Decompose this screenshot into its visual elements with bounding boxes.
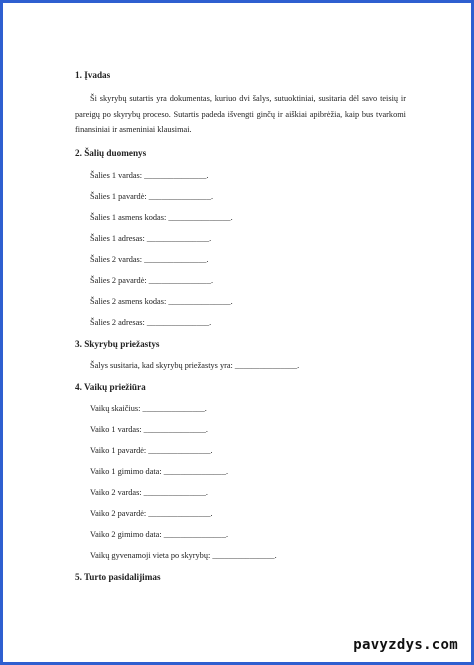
field-child2-last-name: Vaiko 2 pavardė: _______________. (90, 508, 213, 518)
field-divorce-reasons: Šalys susitaria, kad skyrybų priežastys yra: _______________. (90, 360, 300, 370)
field-children-residence: Vaikų gyvenamoji vieta po skyrybų: _______________. (90, 550, 277, 560)
field-children-count: Vaikų skaičius: _______________. (90, 403, 207, 413)
section-heading-intro: 1. Įvadas (75, 70, 111, 80)
intro-paragraph: Ši skyrybų sutartis yra dokumentas, kuriuo dvi šalys, sutuoktiniai, susitaria dėl savo teisių ir pareigų po skyrybų proceso. Sutartis padeda išvengti ginčų ir aiškiai apibrėžia, kaip bus tvarkomi finansiniai ir asmeniniai klausimai. (75, 94, 406, 134)
field-party1-first-name: Šalies 1 vardas: _______________. (90, 170, 209, 180)
field-child2-birth-date: Vaiko 2 gimimo data: _______________. (90, 529, 229, 539)
section-heading-child-care: 4. Vaikų priežiūra (75, 381, 146, 392)
field-child1-birth-date: Vaiko 1 gimimo data: _______________. (90, 466, 229, 476)
section-heading-parties: 2. Šalių duomenys (75, 147, 147, 158)
field-child1-first-name: Vaiko 1 vardas: _______________. (90, 424, 208, 434)
field-party1-last-name: Šalies 1 pavardė: _______________. (90, 191, 214, 201)
field-party2-address: Šalies 2 adresas: _______________. (90, 317, 212, 327)
document-body (75, 70, 406, 582)
field-child1-last-name: Vaiko 1 pavardė: _______________. (90, 445, 213, 455)
site-watermark: pavyzdys.com (346, 634, 465, 656)
field-party2-first-name: Šalies 2 vardas: _______________. (90, 254, 209, 264)
field-party2-last-name: Šalies 2 pavardė: _______________. (90, 275, 214, 285)
field-party1-address: Šalies 1 adresas: _______________. (90, 233, 212, 243)
section-heading-property-division: 5. Turto pasidalijimas (75, 571, 161, 582)
section-heading-reasons: 3. Skyrybų priežastys (75, 338, 160, 349)
field-party1-personal-code: Šalies 1 asmens kodas: _______________. (90, 212, 233, 222)
field-party2-personal-code: Šalies 2 asmens kodas: _______________. (90, 296, 233, 306)
field-child2-first-name: Vaiko 2 vardas: _______________. (90, 487, 208, 497)
